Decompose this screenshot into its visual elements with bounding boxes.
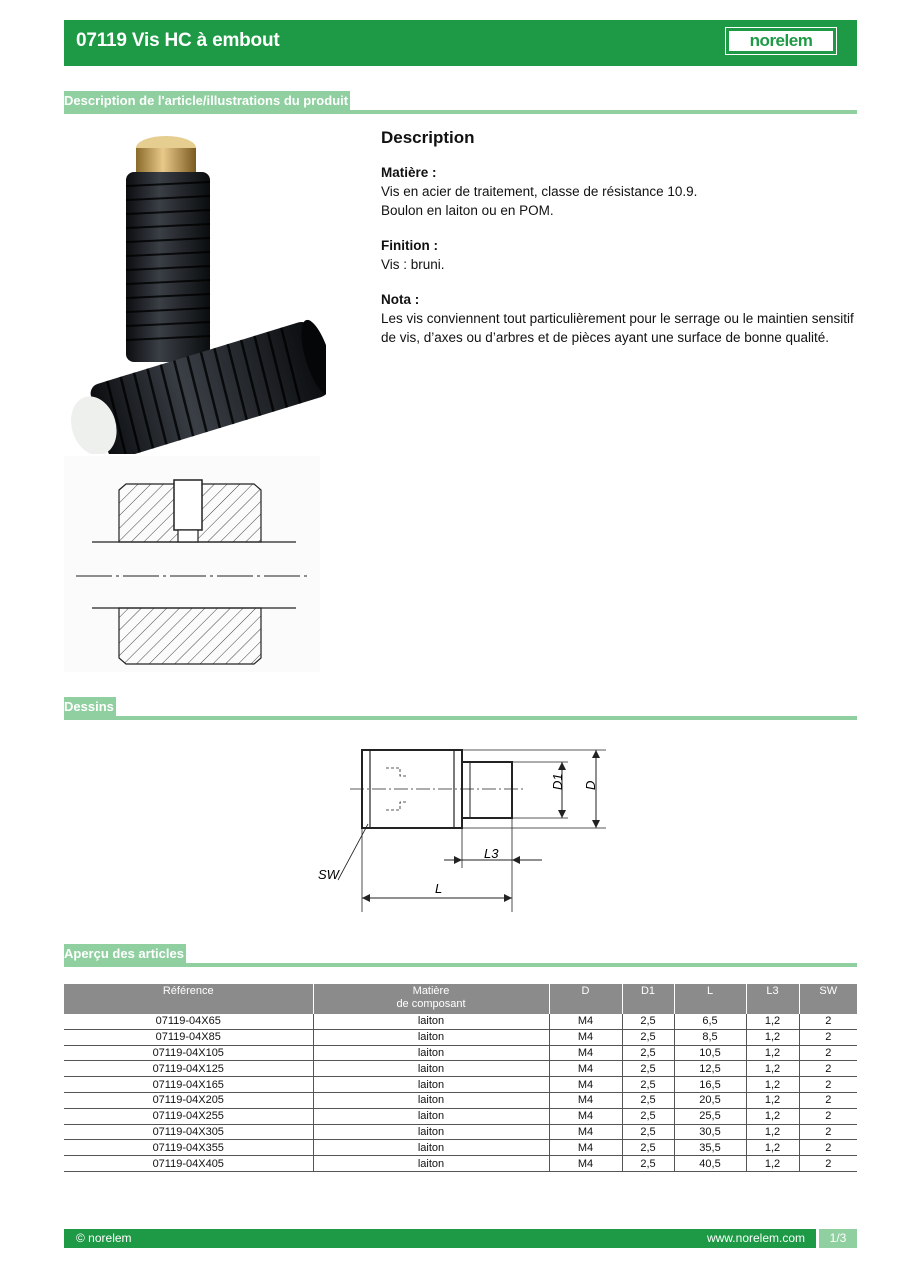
section-divider [64, 110, 857, 114]
description-heading: Description [381, 128, 475, 147]
material-label: Matière : [381, 165, 437, 180]
cell-material: laiton [313, 1108, 549, 1124]
cell-sw: 2 [799, 1045, 857, 1061]
col-header-l3: L3 [746, 984, 799, 1014]
section-title-description: Description de l'article/illustrations du produit [64, 91, 350, 111]
col-header-material [313, 984, 549, 1014]
cell-l3: 1,2 [746, 1092, 799, 1108]
table-row [64, 1092, 857, 1108]
cell-l3: 1,2 [746, 1108, 799, 1124]
cell-reference: 07119-04X165 [64, 1077, 313, 1093]
description-block [381, 128, 857, 347]
cell-l: 25,5 [674, 1108, 746, 1124]
table-row [64, 1061, 857, 1077]
cell-l: 8,5 [674, 1029, 746, 1045]
cell-d: M4 [549, 1061, 622, 1077]
cell-sw: 2 [799, 1156, 857, 1172]
material-line-2: Boulon en laiton ou en POM. [381, 203, 554, 218]
cell-sw: 2 [799, 1140, 857, 1156]
cell-sw: 2 [799, 1061, 857, 1077]
table-row [64, 1140, 857, 1156]
table-header-row [64, 984, 857, 1014]
cell-reference: 07119-04X405 [64, 1156, 313, 1172]
cell-d: M4 [549, 1092, 622, 1108]
col-header-d1: D1 [622, 984, 674, 1014]
cell-reference: 07119-04X305 [64, 1124, 313, 1140]
finish-label: Finition : [381, 238, 438, 253]
cell-d: M4 [549, 1045, 622, 1061]
cell-sw: 2 [799, 1029, 857, 1045]
dim-d1-label: D1 [550, 773, 565, 790]
cell-reference: 07119-04X255 [64, 1108, 313, 1124]
finish-text: Vis : bruni. [381, 257, 445, 272]
dim-sw-label: SW [318, 867, 339, 882]
page-header [64, 20, 857, 66]
cell-reference: 07119-04X205 [64, 1092, 313, 1108]
cell-d1: 2,5 [622, 1108, 674, 1124]
cell-d1: 2,5 [622, 1014, 674, 1029]
col-header-material-line1: Matière [412, 985, 450, 997]
cell-l: 10,5 [674, 1045, 746, 1061]
col-header-reference: Référence [64, 984, 313, 1014]
cell-sw: 2 [799, 1077, 857, 1093]
cell-l: 20,5 [674, 1092, 746, 1108]
table-row [64, 1124, 857, 1140]
material-line-1: Vis en acier de traitement, classe de résistance 10.9. [381, 184, 698, 199]
table-row [64, 1029, 857, 1045]
cell-d1: 2,5 [622, 1029, 674, 1045]
cell-d1: 2,5 [622, 1045, 674, 1061]
col-header-material-line2: de composant [396, 998, 466, 1010]
col-header-d: D [549, 984, 622, 1014]
cell-d1: 2,5 [622, 1077, 674, 1093]
cell-l3: 1,2 [746, 1045, 799, 1061]
cell-material: laiton [313, 1156, 549, 1172]
cell-d1: 2,5 [622, 1124, 674, 1140]
cell-l: 40,5 [674, 1156, 746, 1172]
cell-d: M4 [549, 1029, 622, 1045]
cell-l3: 1,2 [746, 1061, 799, 1077]
cell-sw: 2 [799, 1108, 857, 1124]
cell-material: laiton [313, 1029, 549, 1045]
note-label: Nota : [381, 292, 420, 307]
table-row [64, 1077, 857, 1093]
table-row [64, 1045, 857, 1061]
cell-d1: 2,5 [622, 1092, 674, 1108]
note-text: Les vis conviennent tout particulièrement pour le serrage ou le maintien sensitif de vis, d’axes ou d’arbres et de pièces ayant une surface de bonne qualité. [381, 311, 854, 345]
cell-material: laiton [313, 1124, 549, 1140]
page-footer [64, 1229, 857, 1248]
cell-material: laiton [313, 1061, 549, 1077]
dim-d-label: D [583, 780, 598, 790]
logo-text: norelem [729, 31, 833, 51]
cell-l: 35,5 [674, 1140, 746, 1156]
cell-sw: 2 [799, 1092, 857, 1108]
cell-d: M4 [549, 1156, 622, 1172]
cell-d: M4 [549, 1014, 622, 1029]
section-divider [64, 963, 857, 967]
col-header-l: L [674, 984, 746, 1014]
cell-d: M4 [549, 1140, 622, 1156]
cell-d1: 2,5 [622, 1061, 674, 1077]
cell-l: 12,5 [674, 1061, 746, 1077]
cell-material: laiton [313, 1045, 549, 1061]
footer-copyright: © norelem [76, 1231, 132, 1245]
footer-url-link[interactable]: www.norelem.com [706, 1231, 805, 1245]
cell-reference: 07119-04X125 [64, 1061, 313, 1077]
cell-reference: 07119-04X105 [64, 1045, 313, 1061]
dim-l3-label: L3 [484, 846, 499, 861]
cell-d1: 2,5 [622, 1140, 674, 1156]
cell-l3: 1,2 [746, 1029, 799, 1045]
page-title: 07119 Vis HC à embout [76, 30, 280, 51]
cell-material: laiton [313, 1077, 549, 1093]
cell-l3: 1,2 [746, 1124, 799, 1140]
cell-d1: 2,5 [622, 1156, 674, 1172]
cell-l: 6,5 [674, 1014, 746, 1029]
articles-table [64, 984, 857, 1172]
norelem-logo [725, 27, 837, 55]
cell-l: 30,5 [674, 1124, 746, 1140]
cell-d: M4 [549, 1124, 622, 1140]
cell-sw: 2 [799, 1014, 857, 1029]
cell-reference: 07119-04X85 [64, 1029, 313, 1045]
table-row [64, 1014, 857, 1029]
cell-material: laiton [313, 1014, 549, 1029]
page-number: 1/3 [816, 1229, 857, 1248]
cell-l3: 1,2 [746, 1014, 799, 1029]
cell-reference: 07119-04X65 [64, 1014, 313, 1029]
col-header-sw: SW [799, 984, 857, 1014]
cell-l3: 1,2 [746, 1140, 799, 1156]
application-sketch [64, 456, 320, 672]
cell-reference: 07119-04X355 [64, 1140, 313, 1156]
section-title-overview: Aperçu des articles [64, 944, 186, 964]
dim-l-label: L [435, 881, 443, 896]
cell-material: laiton [313, 1140, 549, 1156]
cell-l3: 1,2 [746, 1156, 799, 1172]
cell-d: M4 [549, 1108, 622, 1124]
cell-l: 16,5 [674, 1077, 746, 1093]
table-row [64, 1156, 857, 1172]
cell-sw: 2 [799, 1124, 857, 1140]
table-row [64, 1108, 857, 1124]
cell-material: laiton [313, 1092, 549, 1108]
technical-drawing [300, 740, 620, 920]
section-divider [64, 716, 857, 720]
cell-d: M4 [549, 1077, 622, 1093]
section-title-drawings: Dessins [64, 697, 116, 717]
product-photo [64, 128, 326, 454]
cell-l3: 1,2 [746, 1077, 799, 1093]
